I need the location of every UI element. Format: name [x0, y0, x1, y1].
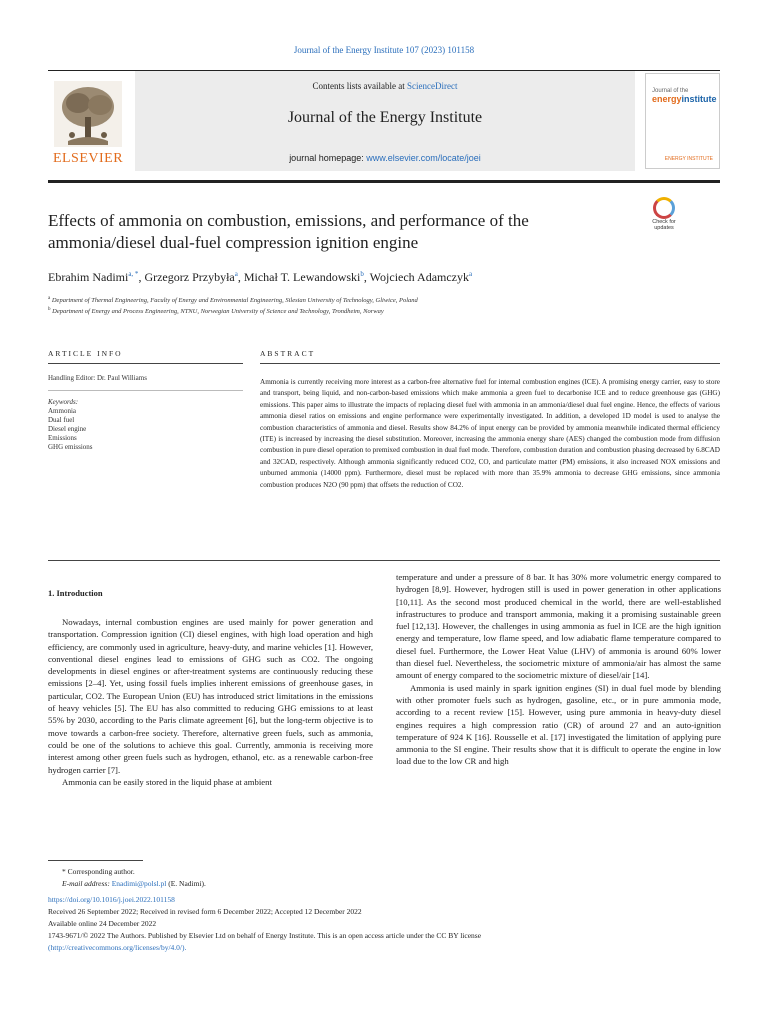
- author-name[interactable]: Ebrahim Nadimi: [48, 270, 129, 284]
- journal-cover-thumbnail[interactable]: [645, 73, 720, 169]
- author-affiliation-mark[interactable]: a: [469, 270, 473, 278]
- header-divider: [48, 180, 720, 183]
- affiliation-a: [48, 296, 688, 304]
- keyword-item: Emissions: [48, 434, 77, 442]
- footnotes: [48, 866, 720, 954]
- email-line: [48, 878, 720, 890]
- cover-title: [652, 94, 717, 104]
- journal-banner: [48, 70, 720, 170]
- cover-title-energy: energy: [652, 94, 682, 104]
- introduction-heading: 1. Introduction: [48, 588, 103, 598]
- keyword-item: Dual fuel: [48, 416, 75, 424]
- author-affiliation-mark[interactable]: a, *: [128, 270, 139, 278]
- affiliation-mark: b: [48, 307, 51, 312]
- journal-title: Journal of the Energy Institute: [287, 109, 483, 126]
- contents-line: [135, 81, 635, 91]
- affiliation-text: Department of Energy and Process Engineering, NTNU, Norwegian University of Science and Technology, Trondheim, Norway: [52, 308, 384, 316]
- doi-link[interactable]: https://doi.org/10.1016/j.joei.2022.101158: [48, 895, 175, 904]
- license-statement: 1743-9671/© 2022 The Authors. Published by Elsevier Ltd on behalf of Energy Institute. This is an open access article under the CC BY license: [48, 931, 482, 940]
- article-info-rule: [48, 363, 243, 364]
- available-online-date: Available online 24 December 2022: [48, 919, 157, 928]
- paragraph: Nowadays, internal combustion engines are used mainly for power generation and transportation. Compression ignition (CI) diesel engines, with high load operation and high efficiency, are commonly used in agriculture, heavy-duty, and marine vehicles [1]. However, conventional diesel engines lead to emissions of GHG such as CO2. The ongoing developments in diesel engines or after-treatment systems are continuously reducing these emissions [2–4]. Yet, using fossil fuels implies inherent emissions of greenhouse gases, in particular, CO2. The European Union (EU) has introduced strict limitations in the emissions of heavy vehicles [5]. The EU has also committed to reducing GHG emissions to at least 55% by 2030, according to the Paris climate agreement [6], but the long-term objective is to move towards a carbon-free society. Therefore, alternative green fuels, such as ammonia, could be one of the solutions to achieve this goal. Currently, ammonia is receiving more interest among other green fuels such as hydrogen, ethanol, etc. as a renewable carbon-free hydrogen carrier [7].: [48, 617, 373, 775]
- article-title-line-1: Effects of ammonia on combustion, emissions, and performance of the: [48, 211, 529, 230]
- paragraph: temperature and under a pressure of 8 bar. It has 30% more volumetric energy compared to hydrogen [8,9]. However, hydrogen still is used in power generation in other applications [10,11]. As the second most produced chemical in the world, there are well-established infrastructures to produce and transport ammonia, making it a promising sustainable green fuel [12,13]. However, the challenges in using ammonia as fuel in ICE are the high ignition energy and temperature, low flame speed, and low adiabatic flame temperature compared to diesel fuel. Furthermore, the Lower Heat Value (LHV) of ammonia is around 60% lower than diesel fuel. Nevertheless, the sociometric mixture of ammonia/air has almost the same amount of energy compared to the sociometric mixture of diesel/air [14].: [396, 572, 721, 681]
- corresponding-author-note: * Corresponding author.: [62, 867, 135, 876]
- author-name[interactable]: Grzegorz Przybyła: [144, 270, 235, 284]
- contents-prefix: Contents lists available at: [312, 81, 407, 91]
- keyword-item: Diesel engine: [48, 425, 87, 433]
- banner-center: [135, 71, 635, 171]
- paragraph: Ammonia is used mainly in spark ignition engines (SI) in dual fuel mode by blending with other promoter fuels such as hydrogen, gasoline, etc., or in pure ammonia mode, according to a recent review [15]. However, using pure ammonia in heavy-duty diesel engines requires a high compression ratio (CR) of around 27 and an auto-ignition temperature of 924 K [16]. Rousselle et al. [17] investigated the limitation of applying pure ammonia to the SI engine. Their results show that it is difficult to operate the engine in low load due to the low CR and high: [396, 682, 721, 767]
- author-list: Ebrahim Nadimi$^{a, *}$, Grzegorz Przybyła$^a$, Michał T. Lewandowski$^b$, Wojciech Adamczyk$^a$: [48, 270, 473, 284]
- abstract-bottom-rule: [48, 560, 720, 561]
- article-info-heading: ARTICLE INFO: [48, 349, 123, 358]
- article-title: [48, 210, 608, 254]
- footnote-rule: [48, 860, 143, 861]
- homepage-prefix: journal homepage:: [289, 153, 367, 163]
- affiliation-mark: a: [48, 296, 51, 301]
- article-title-line-2: ammonia/diesel dual-fuel compression ignition engine: [48, 233, 419, 252]
- abstract-body: Ammonia is currently receiving more interest as a carbon-free alternative fuel for internal combustion engines (ICE). A promising energy carrier, easy to store and transport, being liquid, and non-carbon-based emissions which make ammonia a green fuel to decarbonise ICE and to reduce greenhouse gas (GHG) emissions. This paper aims to illustrate the impacts of replacing diesel fuel with ammonia in an ammonia/diesel dual fuel engine. Hence, the effects of various ammonia diesel ratios on emissions and engine performance were experimentally investigated. In addition, a developed 1D model is used to analyse the combustion characteristics of ammonia and diesel. Results show 84.2% of input energy can be provided by ammonia meanwhile indicated thermal efficiency (ITE) is increased by increasing the diesel substitution. Moreover, increasing the ammonia energy share (AES) changed the combustion mode from diffusion combustion in pure diesel operation to premixed combustion in dual fuel mode. Therefore, combustion duration and combustion phasing decreased by 6.8CAD and 32CAD, respectively. Although ammonia significantly reduced CO2, CO, and particulate matter (PM) emissions, it also increased NOX emissions and unburned ammonia (14000 ppm). Furthermore, diesel must be replaced with more than 35.9% ammonia to decrease GHG emissions, since ammonia combustion produces N2O (90 ppm) that offsets the reduction of CO2.: [260, 378, 720, 489]
- keyword-item: Ammonia: [48, 407, 76, 415]
- cover-footer: ENERGY INSTITUTE: [664, 156, 713, 162]
- check-updates-label: Check for updates: [652, 219, 676, 231]
- affiliation-text: Department of Thermal Engineering, Faculty of Energy and Environmental Engineering, Silesian University of Technology, Gliwice, Poland: [51, 297, 418, 305]
- elsevier-wordmark[interactable]: ELSEVIER: [52, 151, 124, 166]
- check-updates-icon: [653, 197, 675, 219]
- cover-small-text: Journal of the: [652, 88, 689, 94]
- abstract-rule: [260, 363, 720, 364]
- keywords-block: [48, 398, 243, 452]
- journal-homepage-link[interactable]: www.elsevier.com/locate/joei: [366, 153, 481, 163]
- journal-homepage-line: [135, 153, 635, 163]
- author-name[interactable]: Michał T. Lewandowski: [243, 270, 361, 284]
- author-affiliation-mark[interactable]: a: [234, 270, 238, 278]
- email-label: E-mail address:: [62, 879, 112, 888]
- author-name[interactable]: Wojciech Adamczyk: [369, 270, 469, 284]
- author-affiliation-mark[interactable]: b: [360, 270, 364, 278]
- abstract-heading: ABSTRACT: [260, 349, 316, 358]
- paragraph: Ammonia can be easily stored in the liquid phase at ambient: [62, 776, 272, 787]
- keyword-item: GHG emissions: [48, 443, 93, 451]
- article-info-inner-rule: [48, 390, 243, 391]
- email-suffix: (E. Nadimi).: [166, 879, 206, 888]
- cover-title-institute: institute: [681, 94, 717, 104]
- check-for-updates-button[interactable]: [645, 197, 683, 235]
- keywords-label: Keywords:: [48, 398, 79, 406]
- body-column-right: [396, 571, 721, 768]
- affiliation-b: [48, 307, 688, 315]
- author-email-link[interactable]: Enadimi@polsl.pl: [111, 879, 167, 888]
- license-link[interactable]: (http://creativecommons.org/licenses/by/4.0/).: [48, 943, 187, 952]
- received-dates: Received 26 September 2022; Received in revised form 6 December 2022; Accepted 12 December 2022: [48, 907, 362, 916]
- sciencedirect-link[interactable]: ScienceDirect: [407, 81, 458, 91]
- body-column-left: [48, 616, 373, 788]
- journal-citation-link[interactable]: Journal of the Energy Institute 107 (2023) 101158: [293, 45, 475, 55]
- handling-editor: Handling Editor: Dr. Paul Williams: [48, 374, 147, 382]
